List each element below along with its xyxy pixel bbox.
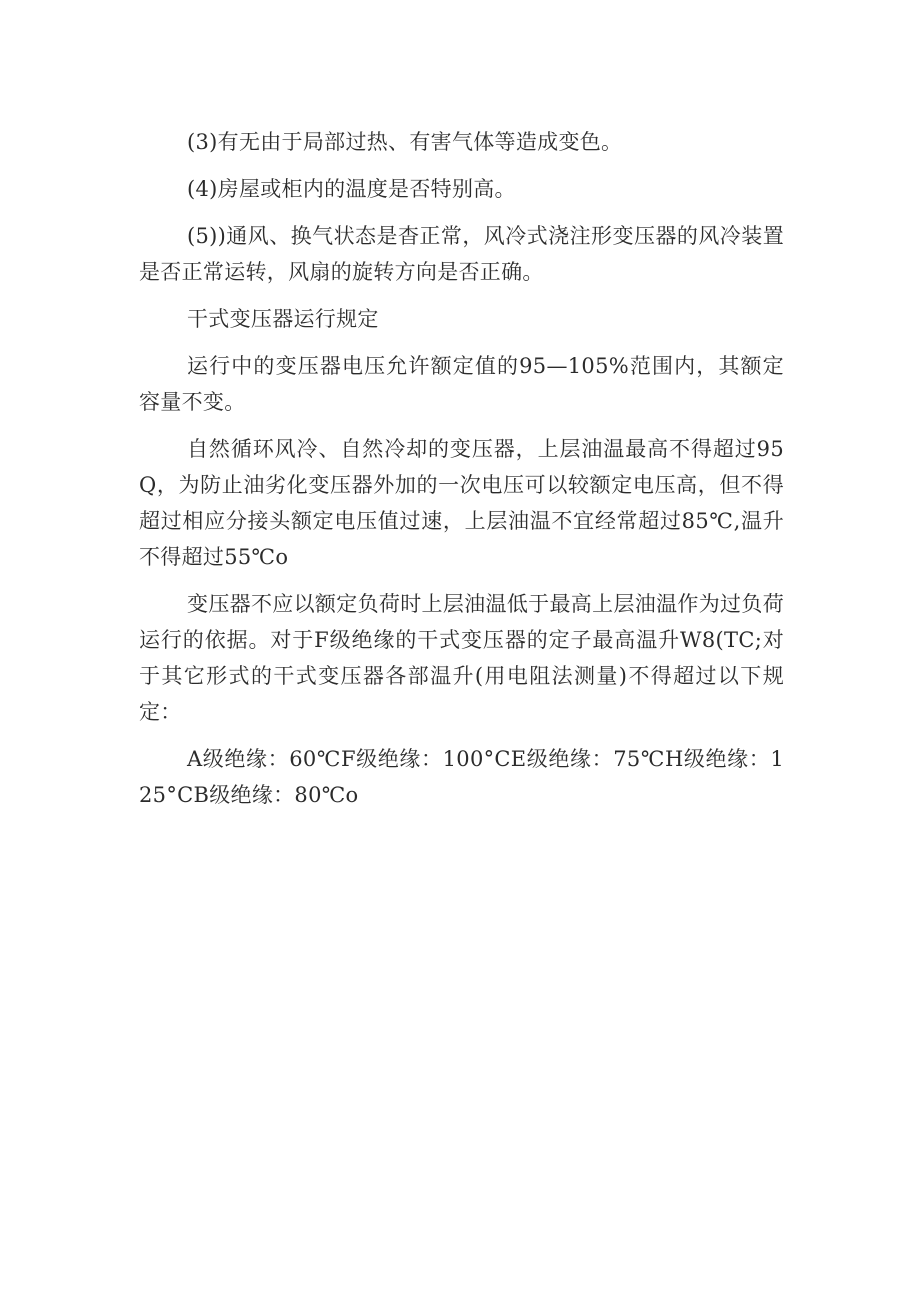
- paragraph-check-discoloration: (3)有无由于局部过热、有害气体等造成变色。: [187, 130, 623, 154]
- section-heading: 干式变压器运行规定: [187, 307, 379, 331]
- paragraph-check-ventilation: (5))通风、换气状态是杳正常，风冷式浇注形变压器的风冷装置是否正常运转，风扇的旋转方向是否正确。: [139, 224, 784, 284]
- paragraph-oil-temperature: 自然循环风冷、自然冷却的变压器，上层油温最高不得超过95Q，为防止油劣化变压器外加的一次电压可以较额定电压高，但不得超过相应分接头额定电压值过速，上层油温不宜经常超过85℃,温升不得超过55℃o: [139, 437, 784, 569]
- paragraph-check-temperature: (4)房屋或柜内的温度是否特别高。: [187, 177, 516, 201]
- paragraph-insulation-limits: A级绝缘：60℃F级绝缘：100°CE级绝缘：75℃H级绝缘：125°CB级绝缘：80℃o: [139, 747, 784, 807]
- paragraph-overload-basis: 变压器不应以额定负荷时上层油温低于最高上层油温作为过负荷运行的依据。对于F级绝缘的干式变压器的定子最高温升W8(TC;对于其它形式的干式变压器各部温升(用电阻法测量)不得超过以下规定：: [139, 592, 784, 724]
- paragraph-voltage-range: 运行中的变压器电压允许额定值的95—105%范围内，其额定容量不变。: [139, 354, 784, 414]
- document-body: [139, 124, 784, 824]
